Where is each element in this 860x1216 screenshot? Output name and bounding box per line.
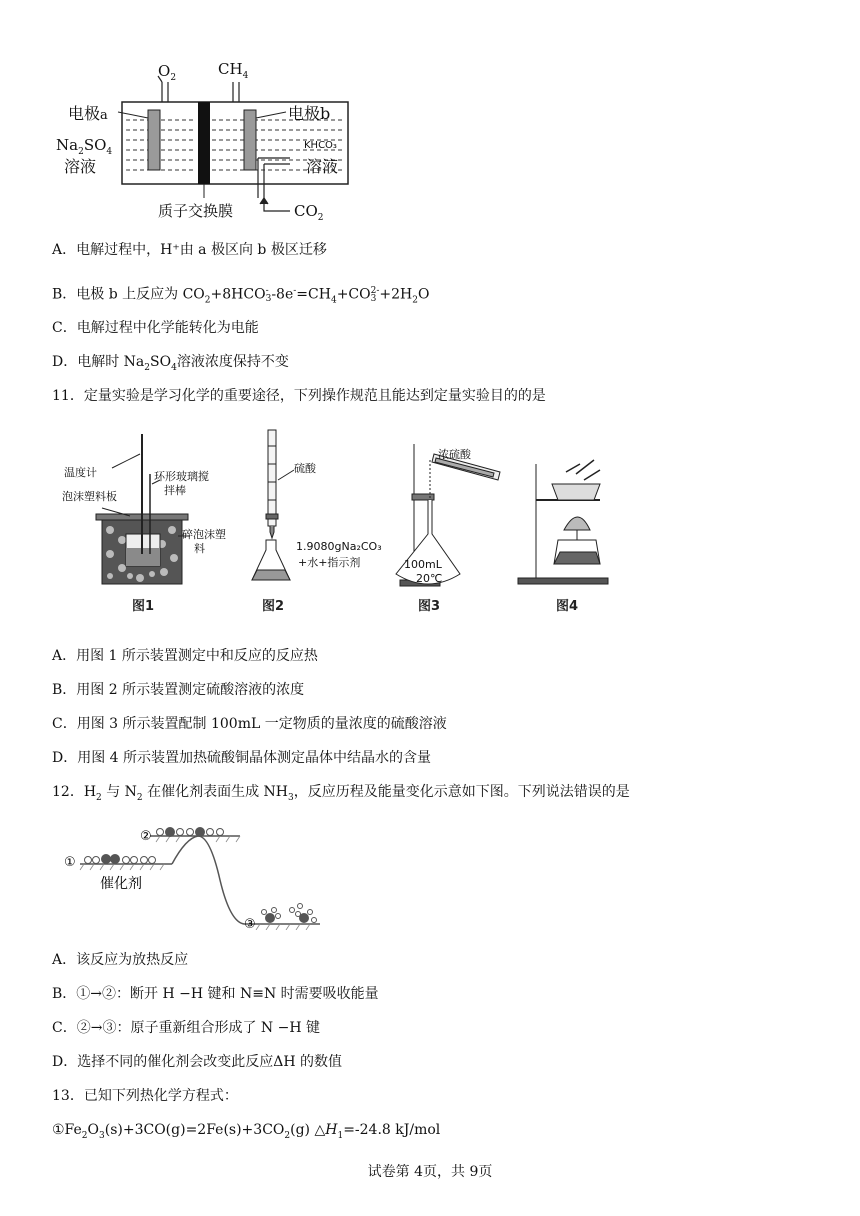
state-1-label: ① <box>64 855 76 870</box>
state-2-label: ② <box>140 829 152 844</box>
q10-option-c: C．电解过程中化学能转化为电能 <box>52 320 259 336</box>
left-solution-label: 溶液 <box>64 157 97 176</box>
proton-exchange-membrane <box>198 102 210 184</box>
na2so4-label: $Na_2SO_4$ <box>56 136 113 157</box>
fig1-stirrer-label-2: 拌棒 <box>164 484 186 497</box>
catalyst-label: 催化剂 <box>100 876 142 892</box>
fig1-thermometer-label: 温度计 <box>64 466 97 479</box>
membrane-label: 质子交换膜 <box>158 202 234 220</box>
fig4-caption: 图4 <box>556 599 579 614</box>
co2-label: $CO_2$ <box>294 202 324 223</box>
q12-option-a: A．该反应为放热反应 <box>52 952 189 968</box>
fig1-stirrer-label: 环形玻璃搅 <box>154 470 209 483</box>
fig1-foam-label: 碎泡沫塑 <box>182 528 226 541</box>
q12-option-c: C．②→③：原子重新组合形成了 N −H 键 <box>52 1020 320 1036</box>
fig3-temp-label: 20℃ <box>416 572 443 585</box>
fig2-sample-label: 1.9080gNa₂CO₃ <box>296 540 382 553</box>
electrode-a <box>148 110 160 170</box>
molecules-state-1 <box>85 855 156 864</box>
page-footer: 试卷第 4页，共 9页 <box>367 1164 493 1180</box>
fig4-heating-apparatus <box>518 460 608 584</box>
electrode-a-label: 电极a <box>68 104 108 123</box>
fig1-caption: 图1 <box>132 599 155 614</box>
fig1-board-label: 泡沫塑料板 <box>62 490 117 503</box>
reaction-energy-figure <box>60 820 340 930</box>
q12-option-d: D．选择不同的催化剂会改变此反应ΔH 的数值 <box>52 1054 342 1070</box>
state-3-label: ③ <box>244 917 256 930</box>
q11-figures <box>60 424 640 620</box>
fig2-acid-label: 硫酸 <box>294 462 316 475</box>
ch4-label: $CH_4$ <box>218 60 249 81</box>
electrode-b <box>244 110 256 170</box>
fig3-acid-label: 浓硫酸 <box>438 448 471 461</box>
q13-equation-1: $①Fe_2O_3(s)+3CO(g)=2Fe(s)+3CO_2(g)$ $\triangle H_1=-24.8$ kJ/mol <box>52 1122 441 1141</box>
ch4-outlet <box>233 82 239 102</box>
q10-option-d: D．电解时 $Na_2SO_4$溶液浓度保持不变 <box>52 354 289 373</box>
q12-stem: 12．$H_2$ 与 $N_2$ 在催化剂表面生成 $NH_3$，反应历程及能量变化示意如下图。下列说法错误的是 <box>52 784 630 803</box>
q13-stem: 13．已知下列热化学方程式： <box>52 1088 238 1104</box>
right-solution-label: 溶液 <box>306 157 339 176</box>
fig3-caption: 图3 <box>418 599 441 614</box>
q10-option-b: B．电极 b 上反应为 $CO_2+8HCO-$ $3-8e^-=CH_4+CO2-$ $3 +2H_2O$ <box>52 285 430 306</box>
fig2-sample-label-2: +水+指示剂 <box>298 556 361 569</box>
fig3-volume-label: 100mL <box>404 558 442 571</box>
q10-option-a: A．电解过程中，H⁺由 a 极区向 b 极区迁移 <box>52 242 327 258</box>
q11-option-d: D．用图 4 所示装置加热硫酸铜晶体测定晶体中结晶水的含量 <box>52 750 432 766</box>
o2-label: $O_2$ <box>158 62 177 83</box>
q11-option-c: C．用图 3 所示装置配制 100mL 一定物质的量浓度的硫酸溶液 <box>52 716 447 732</box>
molecules-state-3 <box>262 904 317 923</box>
q11-option-b: B．用图 2 所示装置测定硫酸溶液的浓度 <box>52 682 305 698</box>
fig2-caption: 图2 <box>262 599 285 614</box>
electrode-b-label: 电极b <box>288 104 331 123</box>
q11-option-a: A．用图 1 所示装置测定中和反应的反应热 <box>52 648 318 664</box>
fig2-titration <box>252 430 294 580</box>
khco3-label: KHCO₃ <box>304 140 337 151</box>
fig1-foam-label-2: 料 <box>194 542 205 555</box>
fig1-calorimeter <box>96 434 190 584</box>
q11-stem: 11．定量实验是学习化学的重要途径，下列操作规范且能达到定量实验目的的是 <box>52 388 546 404</box>
q12-option-b: B．①→②：断开 H −H 键和 N≡N 时需要吸收能量 <box>52 986 379 1002</box>
molecules-state-2 <box>157 828 224 837</box>
